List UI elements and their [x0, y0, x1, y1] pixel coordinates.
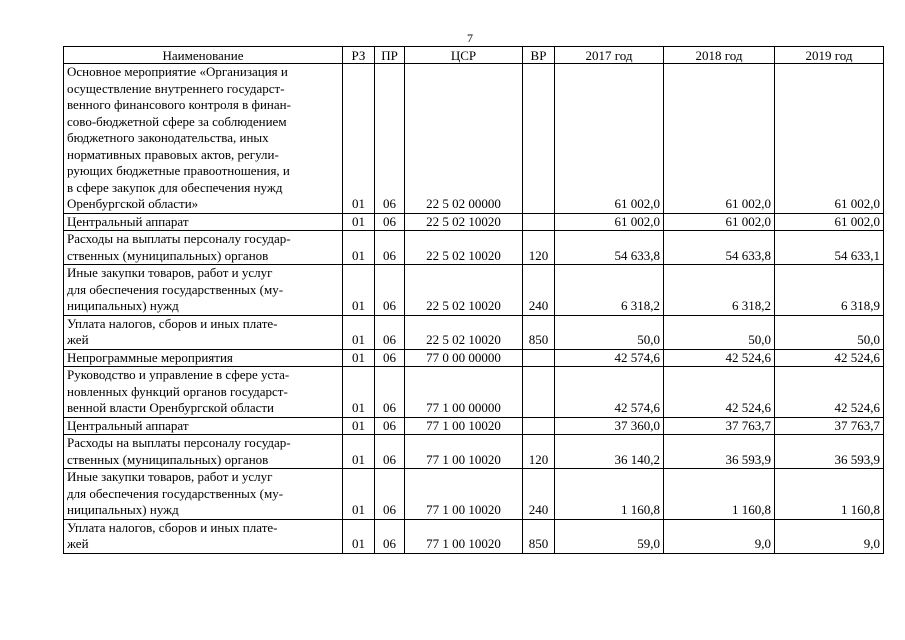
- cell-2019: 61 002,0: [775, 213, 884, 231]
- cell-csr: 22 5 02 10020: [405, 315, 523, 349]
- budget-table: [63, 46, 884, 554]
- cell-rz: 01: [343, 435, 375, 469]
- cell-vr: [523, 213, 555, 231]
- cell-2018: 50,0: [664, 315, 775, 349]
- name-line: новленных функций органов государст-: [67, 383, 288, 399]
- cell-vr: [523, 417, 555, 435]
- cell-2018: 42 524,6: [664, 349, 775, 367]
- cell-name: [64, 315, 343, 349]
- cell-2018: 9,0: [664, 519, 775, 553]
- name-line: ниципальных) нужд: [67, 502, 179, 517]
- table-row: [64, 231, 884, 265]
- table-header-row: [64, 47, 884, 64]
- header-year-2017: 2017 год: [555, 47, 664, 64]
- cell-rz: 01: [343, 315, 375, 349]
- cell-2018: 37 763,7: [664, 417, 775, 435]
- cell-2017: 36 140,2: [555, 435, 664, 469]
- cell-rz: 01: [343, 231, 375, 265]
- cell-2018: 1 160,8: [664, 469, 775, 520]
- cell-pr: 06: [375, 213, 405, 231]
- cell-name: [64, 231, 343, 265]
- name-line: Непрограммные мероприятия: [67, 349, 233, 365]
- cell-2019: 42 524,6: [775, 367, 884, 418]
- cell-name: [64, 417, 343, 435]
- cell-2017: 54 633,8: [555, 231, 664, 265]
- cell-name: [64, 469, 343, 520]
- cell-2017: 42 574,6: [555, 349, 664, 367]
- name-line: осуществление внутреннего государст-: [67, 80, 285, 96]
- header-year-2019: 2019 год: [775, 47, 884, 64]
- table-row: [64, 367, 884, 418]
- table-body: [64, 64, 884, 554]
- header-vr: ВР: [523, 47, 555, 64]
- cell-csr: 22 5 02 10020: [405, 265, 523, 316]
- name-line: Основное мероприятие «Организация и: [67, 64, 288, 79]
- table-row: [64, 417, 884, 435]
- cell-2018: 6 318,2: [664, 265, 775, 316]
- cell-2017: 1 160,8: [555, 469, 664, 520]
- cell-2019: 9,0: [775, 519, 884, 553]
- cell-2017: 50,0: [555, 315, 664, 349]
- cell-csr: 22 5 02 10020: [405, 231, 523, 265]
- header-rz: РЗ: [343, 47, 375, 64]
- name-line: венной власти Оренбургской области: [67, 400, 274, 415]
- cell-pr: 06: [375, 367, 405, 418]
- cell-2019: 36 593,9: [775, 435, 884, 469]
- cell-2017: 6 318,2: [555, 265, 664, 316]
- cell-vr: 120: [523, 231, 555, 265]
- cell-pr: 06: [375, 231, 405, 265]
- table-row: [64, 519, 884, 553]
- page-number: 7: [467, 31, 473, 45]
- cell-pr: 06: [375, 417, 405, 435]
- cell-csr: 77 1 00 10020: [405, 469, 523, 520]
- cell-2019: 6 318,9: [775, 265, 884, 316]
- cell-vr: [523, 64, 555, 214]
- cell-pr: 06: [375, 315, 405, 349]
- table-row: [64, 64, 884, 214]
- cell-2018: 61 002,0: [664, 64, 775, 214]
- cell-csr: 77 1 00 00000: [405, 367, 523, 418]
- cell-name: [64, 435, 343, 469]
- cell-2018: 54 633,8: [664, 231, 775, 265]
- cell-rz: 01: [343, 519, 375, 553]
- cell-rz: 01: [343, 469, 375, 520]
- name-line: Оренбургской области»: [67, 196, 199, 211]
- name-line: Центральный аппарат: [67, 213, 189, 229]
- name-line: венного финансового контроля в финан-: [67, 97, 291, 112]
- name-line: Уплата налогов, сборов и иных плате-: [67, 315, 278, 331]
- cell-2018: 42 524,6: [664, 367, 775, 418]
- cell-csr: 22 5 02 10020: [405, 213, 523, 231]
- cell-rz: 01: [343, 213, 375, 231]
- cell-csr: 77 1 00 10020: [405, 519, 523, 553]
- cell-pr: 06: [375, 519, 405, 553]
- cell-pr: 06: [375, 349, 405, 367]
- name-line: нормативных правовых актов, регули-: [67, 146, 279, 162]
- cell-pr: 06: [375, 435, 405, 469]
- cell-name: [64, 367, 343, 418]
- cell-2019: 42 524,6: [775, 349, 884, 367]
- cell-vr: 850: [523, 315, 555, 349]
- name-line: рующих бюджетные правоотношения, и: [67, 163, 290, 178]
- name-line: ственных (муниципальных) органов: [67, 247, 269, 263]
- name-line: Расходы на выплаты персоналу государ-: [67, 435, 291, 450]
- cell-rz: 01: [343, 349, 375, 367]
- cell-pr: 06: [375, 469, 405, 520]
- cell-2017: 61 002,0: [555, 213, 664, 231]
- table-row: [64, 265, 884, 316]
- cell-vr: [523, 367, 555, 418]
- cell-2019: 50,0: [775, 315, 884, 349]
- name-line: Иные закупки товаров, работ и услуг: [67, 265, 273, 280]
- cell-vr: 120: [523, 435, 555, 469]
- cell-pr: 06: [375, 265, 405, 316]
- header-year-2018: 2018 год: [664, 47, 775, 64]
- header-name: Наименование: [64, 47, 343, 64]
- name-line: для обеспечения государственных (му-: [67, 281, 284, 297]
- cell-2019: 37 763,7: [775, 417, 884, 435]
- name-line: Центральный аппарат: [67, 417, 189, 433]
- cell-csr: 77 1 00 10020: [405, 435, 523, 469]
- table-row: [64, 315, 884, 349]
- cell-2017: 61 002,0: [555, 64, 664, 214]
- cell-name: [64, 64, 343, 214]
- table-row: [64, 435, 884, 469]
- cell-2018: 36 593,9: [664, 435, 775, 469]
- name-line: Расходы на выплаты персоналу государ-: [67, 231, 291, 246]
- cell-name: [64, 349, 343, 367]
- name-line: ственных (муниципальных) органов: [67, 451, 269, 467]
- cell-name: [64, 519, 343, 553]
- cell-csr: 77 0 00 00000: [405, 349, 523, 367]
- cell-vr: 850: [523, 519, 555, 553]
- name-line: жей: [67, 536, 89, 551]
- cell-rz: 01: [343, 367, 375, 418]
- cell-2018: 61 002,0: [664, 213, 775, 231]
- header-pr: ПР: [375, 47, 405, 64]
- cell-2017: 37 360,0: [555, 417, 664, 435]
- cell-name: [64, 213, 343, 231]
- cell-2017: 42 574,6: [555, 367, 664, 418]
- name-line: для обеспечения государственных (му-: [67, 485, 284, 501]
- cell-2019: 61 002,0: [775, 64, 884, 214]
- name-line: бюджетного законодательства, иных: [67, 130, 269, 145]
- table-row: [64, 349, 884, 367]
- table-row: [64, 469, 884, 520]
- cell-csr: 77 1 00 10020: [405, 417, 523, 435]
- name-line: жей: [67, 332, 89, 347]
- cell-vr: [523, 349, 555, 367]
- cell-vr: 240: [523, 469, 555, 520]
- cell-pr: 06: [375, 64, 405, 214]
- name-line: ниципальных) нужд: [67, 298, 179, 313]
- cell-2019: 1 160,8: [775, 469, 884, 520]
- cell-2017: 59,0: [555, 519, 664, 553]
- header-csr: ЦСР: [405, 47, 523, 64]
- name-line: Иные закупки товаров, работ и услуг: [67, 469, 273, 484]
- table-row: [64, 213, 884, 231]
- name-line: Руководство и управление в сфере уста-: [67, 367, 290, 382]
- cell-csr: 22 5 02 00000: [405, 64, 523, 214]
- cell-2019: 54 633,1: [775, 231, 884, 265]
- name-line: Уплата налогов, сборов и иных плате-: [67, 519, 278, 535]
- name-line: в сфере закупок для обеспечения нужд: [67, 179, 283, 195]
- name-line: сово-бюджетной сфере за соблюдением: [67, 113, 287, 129]
- cell-rz: 01: [343, 265, 375, 316]
- cell-vr: 240: [523, 265, 555, 316]
- cell-rz: 01: [343, 417, 375, 435]
- cell-rz: 01: [343, 64, 375, 214]
- cell-name: [64, 265, 343, 316]
